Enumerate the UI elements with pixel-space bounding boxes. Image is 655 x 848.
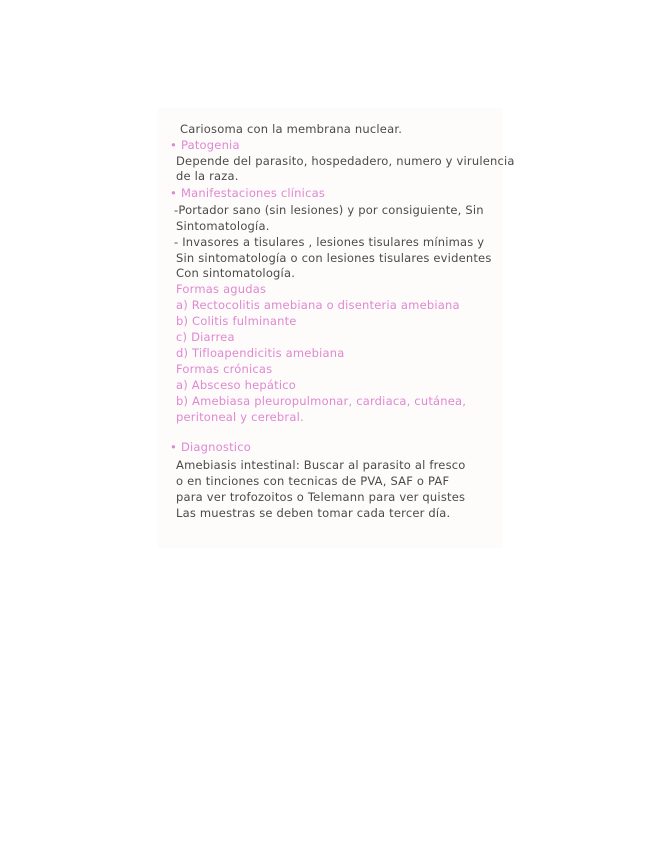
diagnostico-line: o en tinciones con tecnicas de PVA, SAF o PAF — [176, 474, 450, 488]
forma-cronica-item: peritoneal y cerebral. — [176, 410, 304, 424]
formas-agudas-heading: Formas agudas — [176, 282, 267, 296]
manifestaciones-line: Con sintomatología. — [176, 266, 296, 280]
forma-cronica-item: a) Absceso hepático — [176, 378, 297, 392]
bullet-icon: • — [170, 138, 177, 152]
patogenia-line: de la raza. — [176, 169, 239, 183]
manifestaciones-heading — [170, 186, 325, 200]
diagnostico-line: Amebiasis intestinal: Buscar al parasito al fresco — [176, 458, 466, 472]
intro-line: Cariosoma con la membrana nuclear. — [180, 122, 403, 136]
bullet-icon: • — [170, 186, 177, 200]
forma-aguda-item: b) Colitis fulminante — [176, 314, 297, 328]
patogenia-heading — [170, 138, 240, 152]
forma-cronica-item: b) Amebiasa pleuropulmonar, cardiaca, cutánea, — [176, 394, 467, 408]
manifestaciones-line: Sintomatología. — [176, 219, 270, 233]
forma-aguda-item: d) Tifloapendicitis amebiana — [176, 346, 345, 360]
manifestaciones-heading-text: Manifestaciones clínicas — [180, 186, 326, 200]
diagnostico-heading-text: Diagnostico — [180, 440, 251, 454]
formas-cronicas-heading: Formas crónicas — [176, 362, 273, 376]
patogenia-heading-text: Patogenia — [180, 138, 240, 152]
forma-aguda-item: a) Rectocolitis amebiana o disenteria amebiana — [176, 298, 460, 312]
diagnostico-heading — [170, 440, 251, 454]
diagnostico-line: para ver trofozoitos o Telemann para ver quistes — [176, 490, 466, 504]
patogenia-line: Depende del parasito, hospedadero, numero y virulencia — [176, 154, 515, 168]
diagnostico-line: Las muestras se deben tomar cada tercer día. — [176, 506, 451, 520]
manifestaciones-line: -Portador sano (sin lesiones) y por consiguiente, Sin — [174, 203, 484, 217]
bullet-icon: • — [170, 440, 177, 454]
forma-aguda-item: c) Diarrea — [176, 330, 235, 344]
manifestaciones-line: Sin sintomatología o con lesiones tisulares evidentes — [176, 251, 492, 265]
manifestaciones-line: - Invasores a tisulares , lesiones tisulares mínimas y — [174, 235, 485, 249]
